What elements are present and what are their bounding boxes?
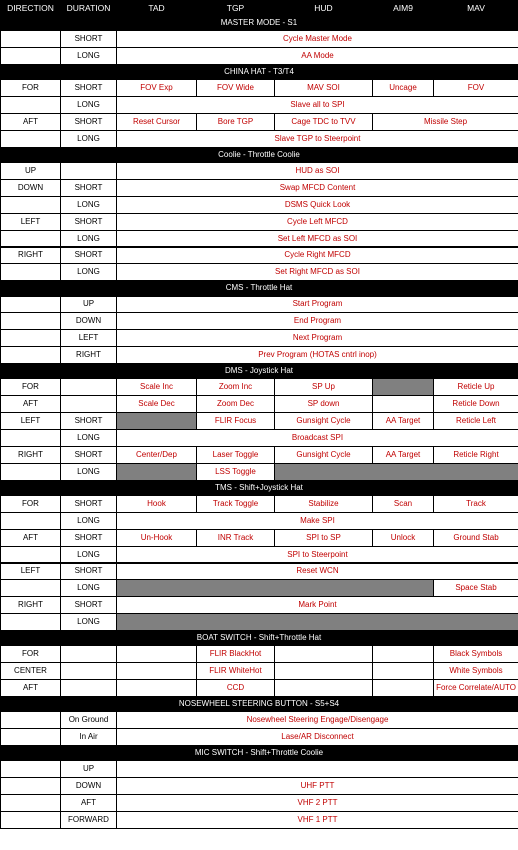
section-header: MASTER MODE - S1 [0,15,518,31]
duration-cell: DOWN [60,312,117,330]
column-header: DIRECTION [0,0,61,16]
action-cell: Reticle Up [433,378,518,396]
action-cell [372,679,434,697]
action-cell: SP down [274,395,373,413]
duration-cell: RIGHT [60,346,117,364]
action-cell: Zoom Inc [196,378,275,396]
direction-cell [0,760,61,778]
action-cell: Ground Stab [433,529,518,547]
direction-cell: AFT [0,113,61,131]
action-cell [116,679,197,697]
direction-cell [0,512,61,530]
duration-cell: LONG [60,230,117,248]
action-cell: CCD [196,679,275,697]
direction-cell: FOR [0,79,61,97]
duration-cell: LONG [60,463,117,481]
action-cell: Stabilize [274,495,373,513]
action-cell: White Symbols [433,662,518,680]
action-cell: Laser Toggle [196,446,275,464]
action-cell: Broadcast SPI [116,429,518,447]
action-cell [372,662,434,680]
action-cell: Reticle Left [433,412,518,430]
direction-cell: CENTER [0,662,61,680]
action-cell: Gunsight Cycle [274,446,373,464]
action-cell: Scale Inc [116,378,197,396]
duration-cell: SHORT [60,213,117,231]
action-cell: LSS Toggle [196,463,275,481]
column-header: TGP [196,0,275,16]
section-header: BOAT SWITCH - Shift+Throttle Hat [0,630,518,646]
direction-cell [0,777,61,795]
duration-cell: AFT [60,794,117,812]
direction-cell: AFT [0,395,61,413]
direction-cell: LEFT [0,213,61,231]
action-cell: Lase/AR Disconnect [116,728,518,746]
action-cell: Reticle Down [433,395,518,413]
duration-cell: LONG [60,429,117,447]
duration-cell: On Ground [60,711,117,729]
action-cell: FLIR BlackHot [196,645,275,663]
action-cell: Space Stab [433,579,518,597]
direction-cell [0,196,61,214]
disabled-cell [372,378,434,396]
disabled-cell [116,463,197,481]
section-header: TMS - Shift+Joystick Hat [0,480,518,496]
action-cell: VHF 1 PTT [116,811,518,829]
action-cell [116,645,197,663]
disabled-cell [274,463,518,481]
duration-cell [60,645,117,663]
duration-cell: LONG [60,512,117,530]
action-cell [274,645,373,663]
duration-cell: LONG [60,579,117,597]
section-header: Coolie - Throttle Coolie [0,147,518,163]
direction-cell: RIGHT [0,247,61,265]
action-cell: Reset Cursor [116,113,197,131]
action-cell: DSMS Quick Look [116,196,518,214]
direction-cell [0,546,61,564]
action-cell [274,662,373,680]
duration-cell: SHORT [60,79,117,97]
direction-cell [0,429,61,447]
duration-cell [60,162,117,180]
duration-cell: SHORT [60,495,117,513]
duration-cell: SHORT [60,446,117,464]
duration-cell: LONG [60,130,117,148]
direction-cell [0,130,61,148]
duration-cell: LONG [60,613,117,631]
duration-cell: SHORT [60,529,117,547]
action-cell: FLIR Focus [196,412,275,430]
action-cell: Uncage [372,79,434,97]
column-header: MAV [433,0,518,16]
section-header: DMS - Joystick Hat [0,363,518,379]
direction-cell [0,811,61,829]
direction-cell [0,346,61,364]
action-cell: FOV [433,79,518,97]
duration-cell: LONG [60,96,117,114]
action-cell: Reset WCN [116,563,518,581]
direction-cell [0,312,61,330]
duration-cell: SHORT [60,247,117,265]
action-cell: Un-Hook [116,529,197,547]
action-cell: Set Right MFCD as SOI [116,263,518,281]
action-cell: UHF PTT [116,777,518,795]
action-cell: Gunsight Cycle [274,412,373,430]
action-cell: FLIR WhiteHot [196,662,275,680]
disabled-cell [116,412,197,430]
action-cell: Slave TGP to Steerpoint [116,130,518,148]
action-cell: Missile Step [372,113,518,131]
direction-cell: DOWN [0,179,61,197]
duration-cell: In Air [60,728,117,746]
direction-cell: AFT [0,529,61,547]
direction-cell [0,47,61,65]
action-cell: Swap MFCD Content [116,179,518,197]
section-header: NOSEWHEEL STEERING BUTTON - S5+S4 [0,696,518,712]
action-cell: SPI to Steerpoint [116,546,518,564]
duration-cell: LEFT [60,329,117,347]
action-cell [116,760,518,778]
action-cell: Track Toggle [196,495,275,513]
action-cell: AA Mode [116,47,518,65]
action-cell: FOV Exp [116,79,197,97]
action-cell: HUD as SOI [116,162,518,180]
duration-cell: LONG [60,47,117,65]
action-cell: Black Symbols [433,645,518,663]
action-cell: End Program [116,312,518,330]
disabled-cell [116,579,434,597]
direction-cell: LEFT [0,563,61,581]
action-cell: Zoom Dec [196,395,275,413]
direction-cell [0,613,61,631]
action-cell: Next Program [116,329,518,347]
action-cell: INR Track [196,529,275,547]
duration-cell [60,378,117,396]
column-header: HUD [274,0,373,16]
action-cell: SPI to SP [274,529,373,547]
action-cell: Unlock [372,529,434,547]
action-cell: AA Target [372,446,434,464]
action-cell: Scan [372,495,434,513]
direction-cell [0,96,61,114]
action-cell [274,679,373,697]
direction-cell [0,794,61,812]
section-header: CMS - Throttle Hat [0,280,518,296]
action-cell: Track [433,495,518,513]
duration-cell: LONG [60,546,117,564]
duration-cell: LONG [60,263,117,281]
action-cell: Reticle Right [433,446,518,464]
direction-cell: RIGHT [0,596,61,614]
column-header: DURATION [60,0,117,16]
action-cell: Bore TGP [196,113,275,131]
action-cell: Cycle Left MFCD [116,213,518,231]
direction-cell: FOR [0,378,61,396]
direction-cell [0,296,61,314]
action-cell: Nosewheel Steering Engage/Disengage [116,711,518,729]
direction-cell [0,30,61,48]
direction-cell: UP [0,162,61,180]
duration-cell: UP [60,760,117,778]
duration-cell: SHORT [60,412,117,430]
direction-cell: RIGHT [0,446,61,464]
duration-cell [60,679,117,697]
action-cell: MAV SOI [274,79,373,97]
direction-cell [0,728,61,746]
action-cell: Slave all to SPI [116,96,518,114]
action-cell: Prev Program (HOTAS cntrl inop) [116,346,518,364]
action-cell [372,395,434,413]
direction-cell [0,329,61,347]
direction-cell [0,463,61,481]
action-cell: Mark Point [116,596,518,614]
disabled-cell [116,613,518,631]
column-header: TAD [116,0,197,16]
action-cell: Scale Dec [116,395,197,413]
duration-cell [60,395,117,413]
section-header: CHINA HAT - T3/T4 [0,64,518,80]
action-cell: Make SPI [116,512,518,530]
action-cell: AA Target [372,412,434,430]
action-cell: SP Up [274,378,373,396]
duration-cell: SHORT [60,596,117,614]
action-cell [372,645,434,663]
duration-cell [60,662,117,680]
duration-cell: UP [60,296,117,314]
action-cell: Start Program [116,296,518,314]
direction-cell: AFT [0,679,61,697]
direction-cell [0,263,61,281]
direction-cell [0,711,61,729]
duration-cell: SHORT [60,563,117,581]
duration-cell: FORWARD [60,811,117,829]
duration-cell: SHORT [60,30,117,48]
action-cell: Cycle Master Mode [116,30,518,48]
direction-cell: LEFT [0,412,61,430]
direction-cell: FOR [0,495,61,513]
column-header: AIM9 [372,0,434,16]
action-cell: Cage TDC to TVV [274,113,373,131]
section-header: MIC SWITCH - Shift+Throttle Coolie [0,745,518,761]
direction-cell [0,579,61,597]
direction-cell: FOR [0,645,61,663]
action-cell [116,662,197,680]
action-cell: Hook [116,495,197,513]
duration-cell: DOWN [60,777,117,795]
action-cell: Center/Dep [116,446,197,464]
action-cell: Set Left MFCD as SOI [116,230,518,248]
duration-cell: SHORT [60,113,117,131]
action-cell: VHF 2 PTT [116,794,518,812]
action-cell: FOV Wide [196,79,275,97]
action-cell: Force Correlate/AUTO [433,679,518,697]
duration-cell: SHORT [60,179,117,197]
duration-cell: LONG [60,196,117,214]
direction-cell [0,230,61,248]
action-cell: Cycle Right MFCD [116,247,518,265]
